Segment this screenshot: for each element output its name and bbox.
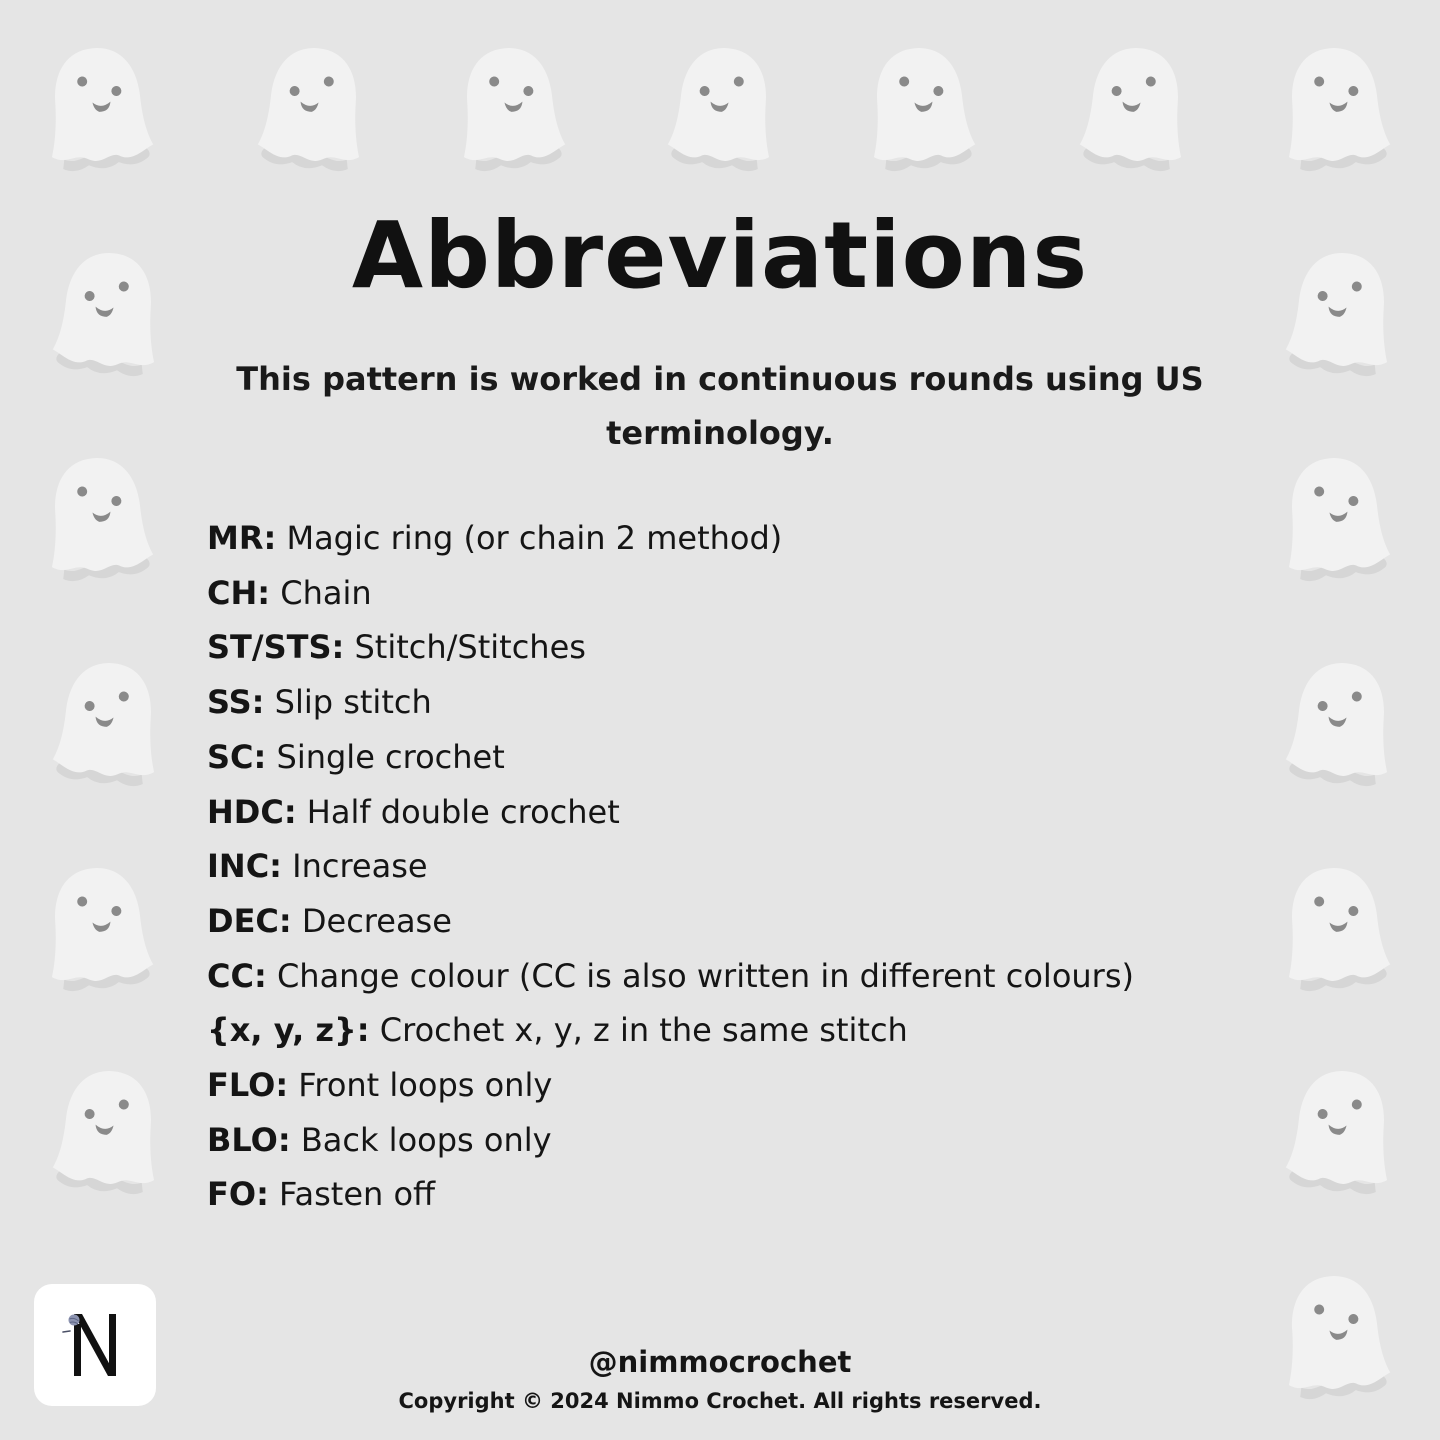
ghost-icon [1073,35,1197,181]
abbreviation-description: Change colour (CC is also written in different colours) [266,956,1134,995]
abbreviation-item [207,1113,1317,1168]
abbreviation-key: HDC: [207,792,297,831]
abbreviation-key: CH: [207,573,271,612]
abbreviation-key: ST/STS: [207,628,345,667]
ghost-icon [1273,35,1397,181]
ghost-icon [251,35,375,181]
abbreviation-key: FO: [207,1175,269,1214]
ghost-icon [661,35,785,181]
abbreviation-description: Fasten off [268,1175,436,1214]
abbreviation-description: Chain [270,573,372,612]
abbreviation-key: SS: [207,683,265,722]
abbreviation-key: INC: [207,847,282,886]
abbreviation-description: Slip stitch [264,683,432,722]
abbreviation-key: {x, y, z}: [207,1011,370,1050]
abbreviation-key: DEC: [207,901,292,940]
ghost-icon [46,650,170,796]
abbreviation-description: Single crochet [266,737,505,776]
abbreviation-key: SC: [207,737,267,776]
copyright-notice: Copyright © 2024 Nimmo Crochet. All rights reserved. [398,1389,1042,1413]
page-title: Abbreviations [351,202,1089,309]
ghost-icon [448,35,572,181]
abbreviation-item [207,1058,1317,1113]
abbreviation-description: Increase [281,847,428,886]
abbreviation-item [207,730,1317,785]
abbreviation-key: BLO: [207,1120,291,1159]
abbreviation-description: Back loops only [290,1120,552,1159]
abbreviation-description: Crochet x, y, z in the same stitch [369,1011,908,1050]
abbreviation-description: Decrease [291,901,452,940]
abbreviation-description: Stitch/Stitches [344,628,586,667]
ghost-icon [36,35,160,181]
abbreviation-key: FLO: [207,1066,289,1105]
abbreviation-item [207,566,1317,621]
page-subtitle: This pattern is worked in continuous rounds using US terminology. [236,360,1204,452]
ghost-icon [46,1058,170,1204]
abbreviation-item [207,785,1317,840]
abbreviation-item [207,1167,1317,1222]
ghost-icon [36,855,160,1001]
abbreviation-item [207,894,1317,949]
abbreviation-description: Front loops only [288,1066,553,1105]
abbreviation-item [207,675,1317,730]
abbreviation-description: Magic ring (or chain 2 method) [276,519,783,557]
abbreviation-key: CC: [207,956,267,995]
abbreviation-key: MR: [207,519,277,557]
abbreviation-description: Half double crochet [296,792,620,831]
abbreviation-item [207,511,1317,566]
abbreviation-item [207,1003,1317,1058]
ghost-icon [36,445,160,591]
social-handle: @nimmocrochet [588,1345,852,1379]
abbreviation-item [207,620,1317,675]
abbreviation-item [207,839,1317,894]
abbreviation-item [207,949,1317,1004]
abbreviation-list [207,511,1317,1222]
ghost-icon [858,35,982,181]
